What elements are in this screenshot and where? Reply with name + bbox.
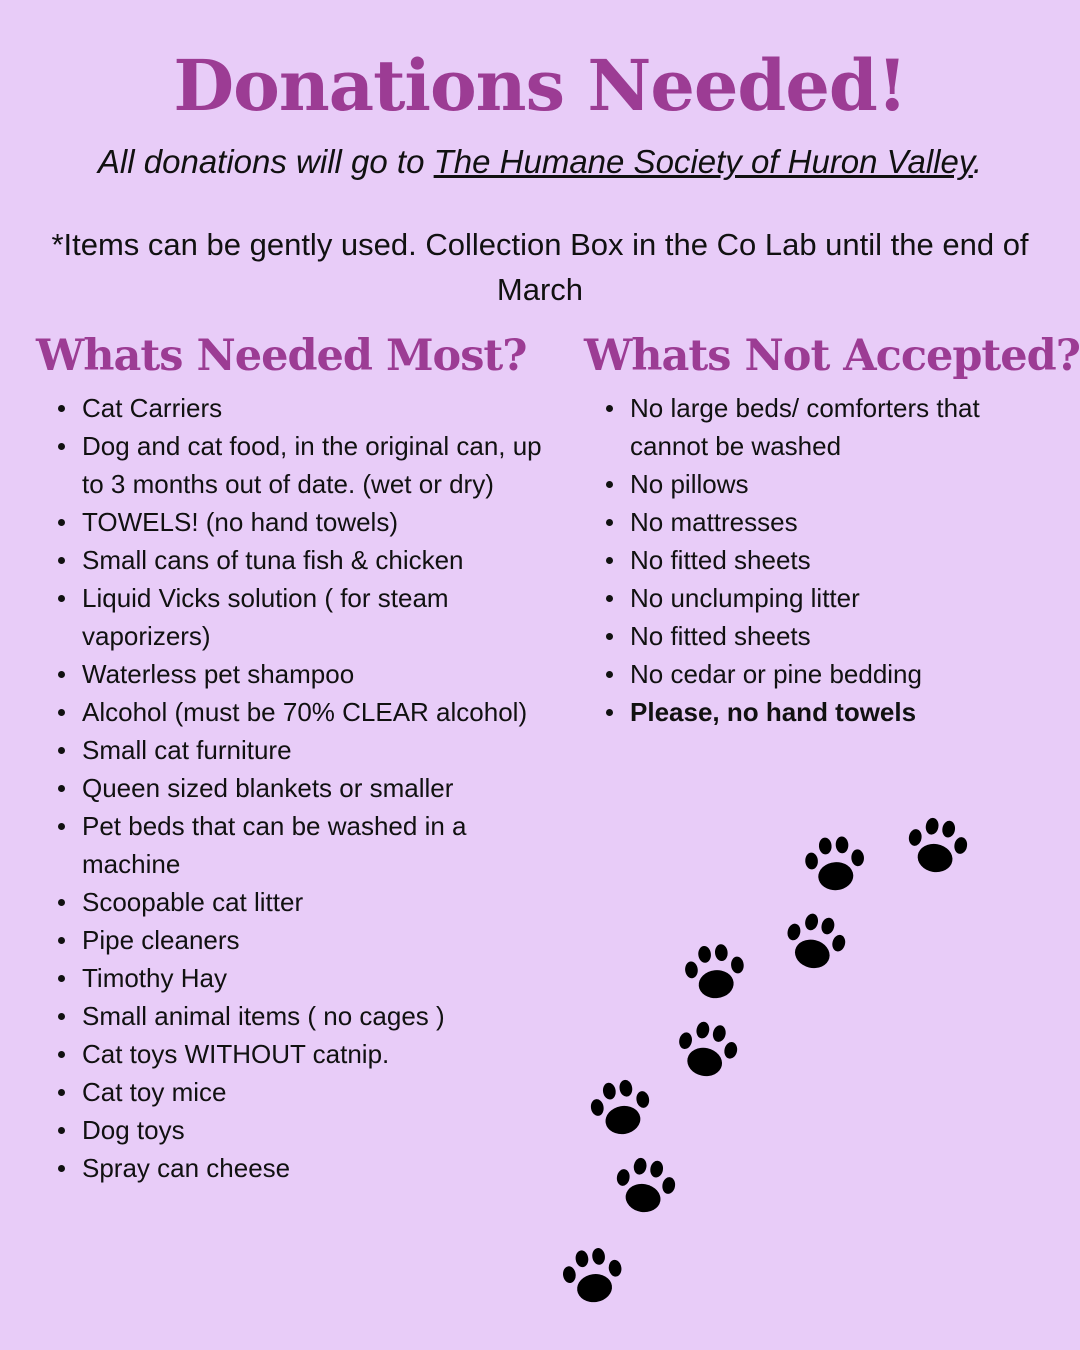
paw-print-icon: [771, 900, 860, 986]
paw-print-icon: [796, 828, 875, 903]
list-item: No fitted sheets: [582, 541, 1052, 579]
list-item: Cat Carriers: [34, 389, 554, 427]
list-item: Small cat furniture: [34, 731, 554, 769]
list-item: Waterless pet shampoo: [34, 655, 554, 693]
paw-print-icon: [551, 1237, 634, 1317]
subtitle: [0, 138, 1080, 186]
paw-print-icon: [664, 1009, 751, 1093]
list-item: Pipe cleaners: [34, 921, 554, 959]
list-item: No pillows: [582, 465, 1052, 503]
not-accepted-list: [582, 389, 1052, 731]
list-item: Cat toys WITHOUT catnip.: [34, 1035, 554, 1073]
paw-print-icon: [602, 1146, 687, 1228]
organization-name: The Humane Society of Huron Valley: [433, 143, 973, 180]
list-item: Dog and cat food, in the original can, up to 3 months out of date. (wet or dry): [34, 427, 554, 503]
list-item: No cedar or pine bedding: [582, 655, 1052, 693]
subtitle-prefix: All donations will go to: [97, 143, 434, 180]
list-item: Queen sized blankets or smaller: [34, 769, 554, 807]
list-item: Small animal items ( no cages ): [34, 997, 554, 1035]
paw-print-icon: [894, 806, 979, 888]
list-item: No large beds/ comforters that cannot be washed: [582, 389, 1052, 465]
page-title: Donations Needed!: [173, 44, 907, 127]
list-item: No mattresses: [582, 503, 1052, 541]
not-accepted-heading: Whats Not Accepted?: [584, 331, 1080, 381]
paw-print-icon: [675, 934, 756, 1011]
list-item: Dog toys: [34, 1111, 554, 1149]
list-item: Please, no hand towels: [582, 693, 1052, 731]
list-item: Liquid Vicks solution ( for steam vaporizers): [34, 579, 554, 655]
list-item: Small cans of tuna fish & chicken: [34, 541, 554, 579]
list-item: No unclumping litter: [582, 579, 1052, 617]
needed-list: [34, 389, 554, 1187]
needed-heading: Whats Needed Most?: [36, 331, 527, 381]
list-item: Cat toy mice: [34, 1073, 554, 1111]
list-item: Pet beds that can be washed in a machine: [34, 807, 554, 883]
list-item: Timothy Hay: [34, 959, 554, 997]
list-item: No fitted sheets: [582, 617, 1052, 655]
list-item: Scoopable cat litter: [34, 883, 554, 921]
list-item: Spray can cheese: [34, 1149, 554, 1187]
paw-print-icon: [578, 1068, 663, 1150]
list-item: Alcohol (must be 70% CLEAR alcohol): [34, 693, 554, 731]
collection-note: *Items can be gently used. Collection Box in the Co Lab until the end of March: [51, 227, 1029, 307]
subtitle-suffix: .: [972, 143, 983, 180]
list-item: TOWELS! (no hand towels): [34, 503, 554, 541]
